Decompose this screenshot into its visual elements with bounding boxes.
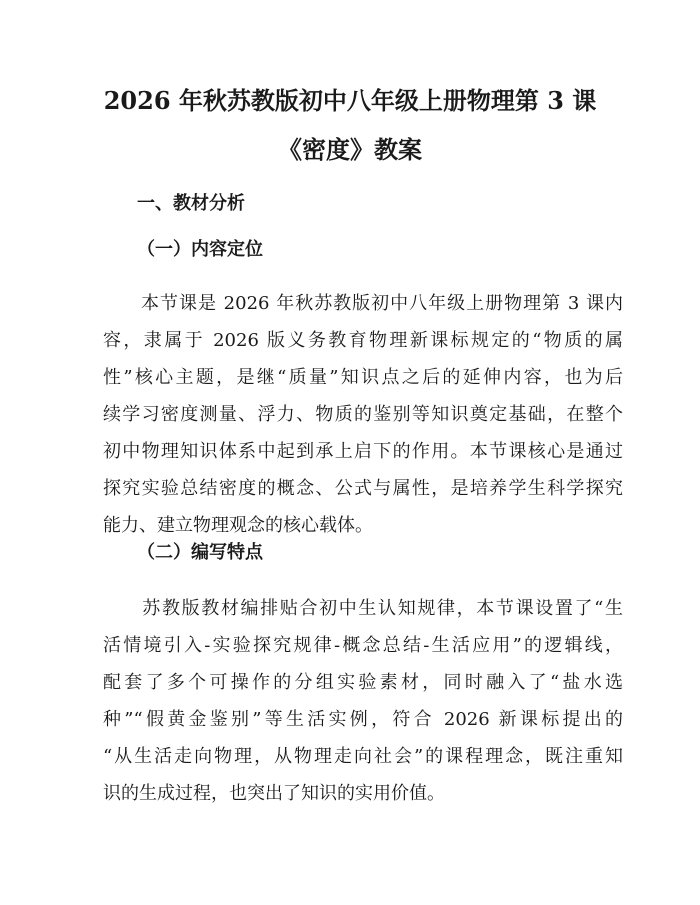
paragraph-writing-features (103, 590, 623, 812)
subsection-heading-content-positioning: （一）内容定位 (137, 239, 263, 260)
document-title-line-2: 《密度》教案 (278, 135, 422, 164)
section-heading: 一、教材分析 (137, 193, 245, 214)
paragraph-line: 识的生成过程，也突出了知识的实用价值。 (103, 783, 445, 804)
paragraph-line: 苏教版教材编排贴合初中生认知规律，本节课设置了“生 (103, 598, 623, 619)
paragraph-line: 续学习密度测量、浮力、物质的鉴别等知识奠定基础，在整个 (103, 404, 623, 425)
paragraph-line: 容，隶属于 2026 版义务教育物理新课标规定的“物质的属 (103, 330, 623, 351)
paragraph-line: 性”核心主题，是继“质量”知识点之后的延伸内容，也为后 (103, 367, 623, 388)
paragraph-line: 初中物理知识体系中起到承上启下的作用。本节课核心是通过 (103, 441, 623, 462)
paragraph-line: 种”“假黄金鉴别”等生活实例，符合 2026 新课标提出的 (103, 709, 623, 730)
paragraph-line: 活情境引入-实验探究规律-概念总结-生活应用”的逻辑线， (103, 635, 623, 656)
subsection-heading-writing-features: （二）编写特点 (137, 542, 263, 563)
paragraph-line: 配套了多个可操作的分组实验素材，同时融入了“盐水选 (103, 672, 623, 693)
paragraph-line: 本节课是 2026 年秋苏教版初中八年级上册物理第 3 课内 (103, 293, 623, 314)
paragraph-line: 能力、建立物理观念的核心载体。 (103, 515, 373, 536)
paragraph-line: “从生活走向物理，从物理走向社会”的课程理念，既注重知 (103, 746, 623, 767)
paragraph-line: 探究实验总结密度的概念、公式与属性，是培养学生科学探究 (103, 478, 623, 499)
document-title-line-1: 2026 年秋苏教版初中八年级上册物理第 3 课 (103, 86, 597, 115)
paragraph-content-positioning (103, 285, 623, 544)
